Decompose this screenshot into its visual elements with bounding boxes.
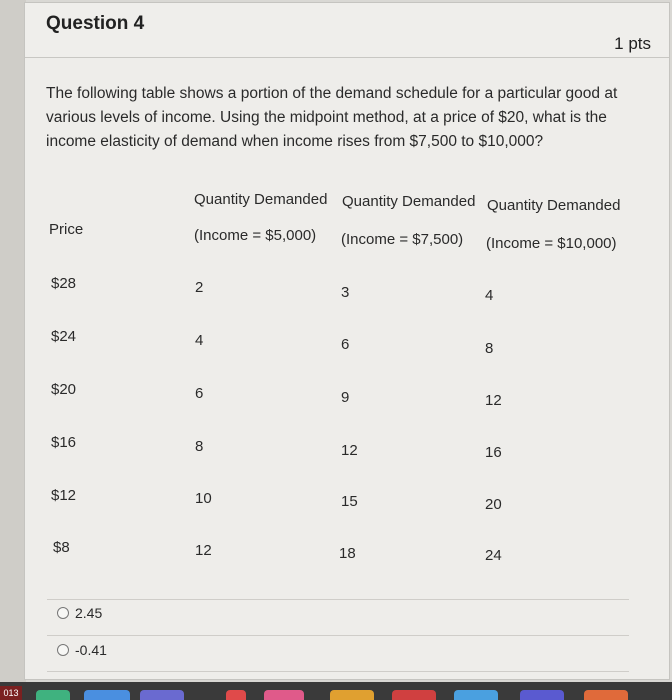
price-cell: $8 — [53, 539, 70, 556]
taskbar-app-icon[interactable] — [226, 690, 246, 700]
question-header — [25, 3, 669, 58]
quantity-cell: 18 — [339, 545, 356, 562]
taskbar-app-icon[interactable] — [330, 690, 374, 700]
taskbar-date-label: 013 — [0, 686, 22, 700]
taskbar-app-icon[interactable] — [392, 690, 436, 700]
quantity-cell: 12 — [195, 542, 212, 559]
quantity-cell: 2 — [195, 279, 204, 296]
quantity-cell: 16 — [485, 444, 502, 461]
price-cell: $24 — [51, 328, 77, 345]
taskbar-app-icon[interactable] — [520, 690, 564, 700]
column-header-title-1: Quantity Demanded — [194, 191, 328, 208]
quantity-cell: 4 — [485, 287, 494, 304]
question-points: 1 pts — [614, 34, 651, 53]
radio-button[interactable] — [57, 607, 69, 619]
price-cell: $20 — [51, 381, 77, 398]
column-header-title-2: Quantity Demanded — [342, 193, 476, 210]
answer-option[interactable] — [57, 642, 107, 658]
quantity-cell: 6 — [341, 336, 350, 353]
quantity-cell: 8 — [485, 340, 494, 357]
price-cell: $16 — [51, 434, 77, 451]
column-header-title-3: Quantity Demanded — [487, 197, 621, 214]
quantity-cell: 4 — [195, 332, 204, 349]
quantity-cell: 9 — [341, 389, 350, 406]
column-header-income-2: (Income = $7,500) — [341, 231, 464, 248]
option-divider — [47, 599, 629, 600]
question-prompt: The following table shows a portion of the demand schedule for a particular good at various levels of income. Using the midpoint method, at a price of $20, what is the income elasticity of demand when income rises from $7,500 to $10,000? — [46, 85, 618, 150]
taskbar-app-icon[interactable] — [584, 690, 628, 700]
taskbar-app-icon[interactable] — [264, 690, 304, 700]
price-cell: $28 — [51, 275, 77, 292]
taskbar-app-icon[interactable] — [36, 690, 70, 700]
quantity-cell: 3 — [341, 284, 350, 301]
price-column-header: Price — [49, 221, 84, 238]
answer-label: 2.45 — [75, 605, 103, 621]
radio-button[interactable] — [57, 644, 69, 656]
question-title: Question 4 — [46, 13, 145, 34]
quantity-cell: 10 — [195, 490, 212, 507]
taskbar-app-icon[interactable] — [140, 690, 184, 700]
column-header-income-1: (Income = $5,000) — [194, 227, 317, 244]
quantity-cell: 20 — [485, 496, 502, 513]
price-cell: $12 — [51, 487, 77, 504]
answer-option[interactable] — [57, 605, 102, 621]
quantity-cell: 8 — [195, 438, 204, 455]
quantity-cell: 24 — [485, 547, 502, 564]
taskbar — [0, 682, 672, 700]
quantity-cell: 12 — [485, 392, 502, 409]
background-edge — [0, 0, 26, 700]
quantity-cell: 15 — [341, 493, 358, 510]
taskbar-app-icon[interactable] — [454, 690, 498, 700]
option-divider — [47, 671, 629, 672]
option-divider — [47, 635, 629, 636]
question-card — [24, 2, 670, 680]
answer-label: -0.41 — [75, 642, 107, 658]
column-header-income-3: (Income = $10,000) — [486, 235, 617, 252]
taskbar-app-icon[interactable] — [84, 690, 130, 700]
quantity-cell: 12 — [341, 442, 358, 459]
quantity-cell: 6 — [195, 385, 204, 402]
